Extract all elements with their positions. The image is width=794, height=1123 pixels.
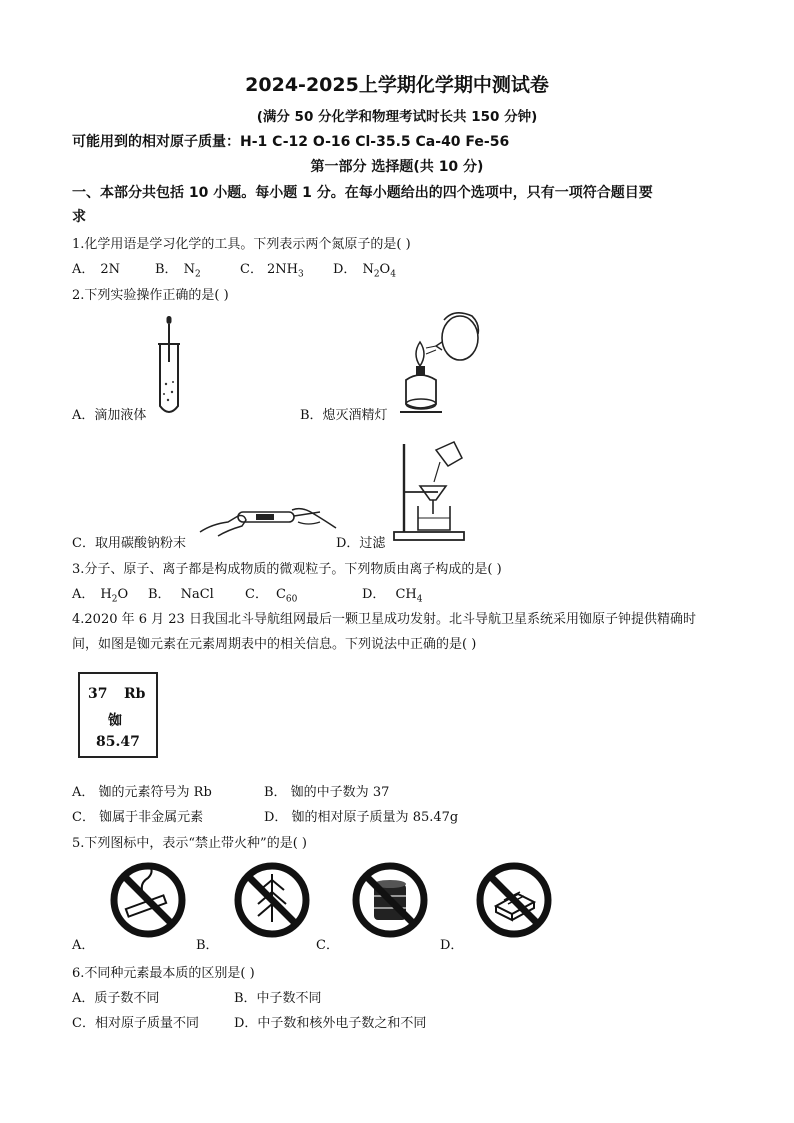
question-1-option-b: B． $N_2$ bbox=[155, 262, 201, 280]
question-2-option-d: D．过滤 bbox=[336, 536, 386, 551]
no-smoking-sign-icon bbox=[108, 860, 188, 940]
question-4-option-c: C． 铷属于非金属元素 bbox=[72, 810, 204, 825]
question-3-stem: 3.分子、原子、离子都是构成物质的微观粒子。下列物质由离子构成的是( ) bbox=[72, 562, 502, 577]
element-name: 铷 bbox=[108, 713, 122, 729]
question-5-option-b: B． bbox=[196, 938, 219, 953]
question-6-option-b: B．中子数不同 bbox=[234, 991, 322, 1006]
test-tube-dropper-figure bbox=[150, 312, 190, 420]
instructions-line-1: 一、本部分共包括 10 小题。每小题 1 分。在每小题给出的四个选项中，只有一项符合题目要 bbox=[72, 185, 653, 201]
atomic-masses-line: 可能用到的相对原子质量：H-1 C-12 O-16 Cl-35.5 Ca-40 Fe-56 bbox=[72, 134, 510, 150]
question-5-option-c: C． bbox=[316, 938, 339, 953]
question-6-option-c: C．相对原子质量不同 bbox=[72, 1016, 199, 1031]
question-5-stem: 5.下列图标中，表示“禁止带火种”的是( ) bbox=[72, 836, 307, 851]
element-atomic-number: 37 bbox=[88, 686, 108, 702]
filtration-figure bbox=[390, 436, 470, 542]
no-fireworks-sign-icon bbox=[232, 860, 312, 940]
question-1-stem: 1.化学用语是学习化学的工具。下列表示两个氮原子的是( ) bbox=[72, 237, 411, 252]
question-2-option-c: C．取用碳酸钠粉末 bbox=[72, 536, 186, 551]
question-4-stem-line-1: 4.2020 年 6 月 23 日我国北斗导航组网最后一颗卫星成功发射。北斗导航卫星系统采用铷原子钟提供精确时 bbox=[72, 612, 696, 627]
question-6-stem: 6.不同种元素最本质的区别是( ) bbox=[72, 966, 255, 981]
question-4-option-a: A． 铷的元素符号为 Rb bbox=[72, 785, 212, 800]
question-1-option-d: D． $N_2O_4$ bbox=[333, 262, 396, 280]
question-2-stem: 2.下列实验操作正确的是( ) bbox=[72, 288, 229, 303]
question-1-option-c: C． $2NH_3$ bbox=[240, 262, 304, 280]
question-4-option-d: D． 铷的相对原子质量为 85.47g bbox=[264, 810, 459, 825]
blowing-lamp-figure bbox=[392, 308, 482, 420]
part-title: 第一部分 选择题(共 10 分) bbox=[310, 159, 484, 175]
question-1-option-a: A． 2N bbox=[72, 262, 121, 277]
question-3-option-c: C． $C_{60}$ bbox=[245, 587, 298, 605]
question-2-option-b: B．熄灭酒精灯 bbox=[300, 408, 388, 423]
question-5-option-d: D． bbox=[440, 938, 464, 953]
question-6-option-d: D．中子数和核外电子数之和不同 bbox=[234, 1016, 427, 1031]
question-4-option-b: B． 铷的中子数为 37 bbox=[264, 785, 390, 800]
question-2-option-a: A．滴加液体 bbox=[72, 408, 147, 423]
element-tile-rubidium bbox=[78, 672, 158, 758]
instructions-line-2: 求 bbox=[72, 209, 86, 225]
no-matches-sign-icon bbox=[474, 860, 554, 940]
question-5-option-a: A． bbox=[72, 938, 95, 953]
element-symbol: Rb bbox=[124, 686, 146, 702]
question-6-option-a: A．质子数不同 bbox=[72, 991, 160, 1006]
no-flammable-barrel-sign-icon bbox=[350, 860, 430, 940]
question-4-stem-line-2: 间，如图是铷元素在元素周期表中的相关信息。下列说法中正确的是( ) bbox=[72, 637, 477, 652]
question-3-option-a: A． $H_2O$ bbox=[72, 587, 129, 605]
page-title: 2024-2025上学期化学期中测试卷 bbox=[245, 74, 549, 96]
question-3-option-b: B． NaCl bbox=[148, 587, 214, 602]
element-atomic-mass: 85.47 bbox=[96, 734, 140, 750]
question-3-option-d: D． $CH_4$ bbox=[362, 587, 423, 605]
exam-subtitle: (满分 50 分化学和物理考试时长共 150 分钟) bbox=[256, 109, 538, 125]
powder-transfer-figure bbox=[198, 498, 338, 538]
